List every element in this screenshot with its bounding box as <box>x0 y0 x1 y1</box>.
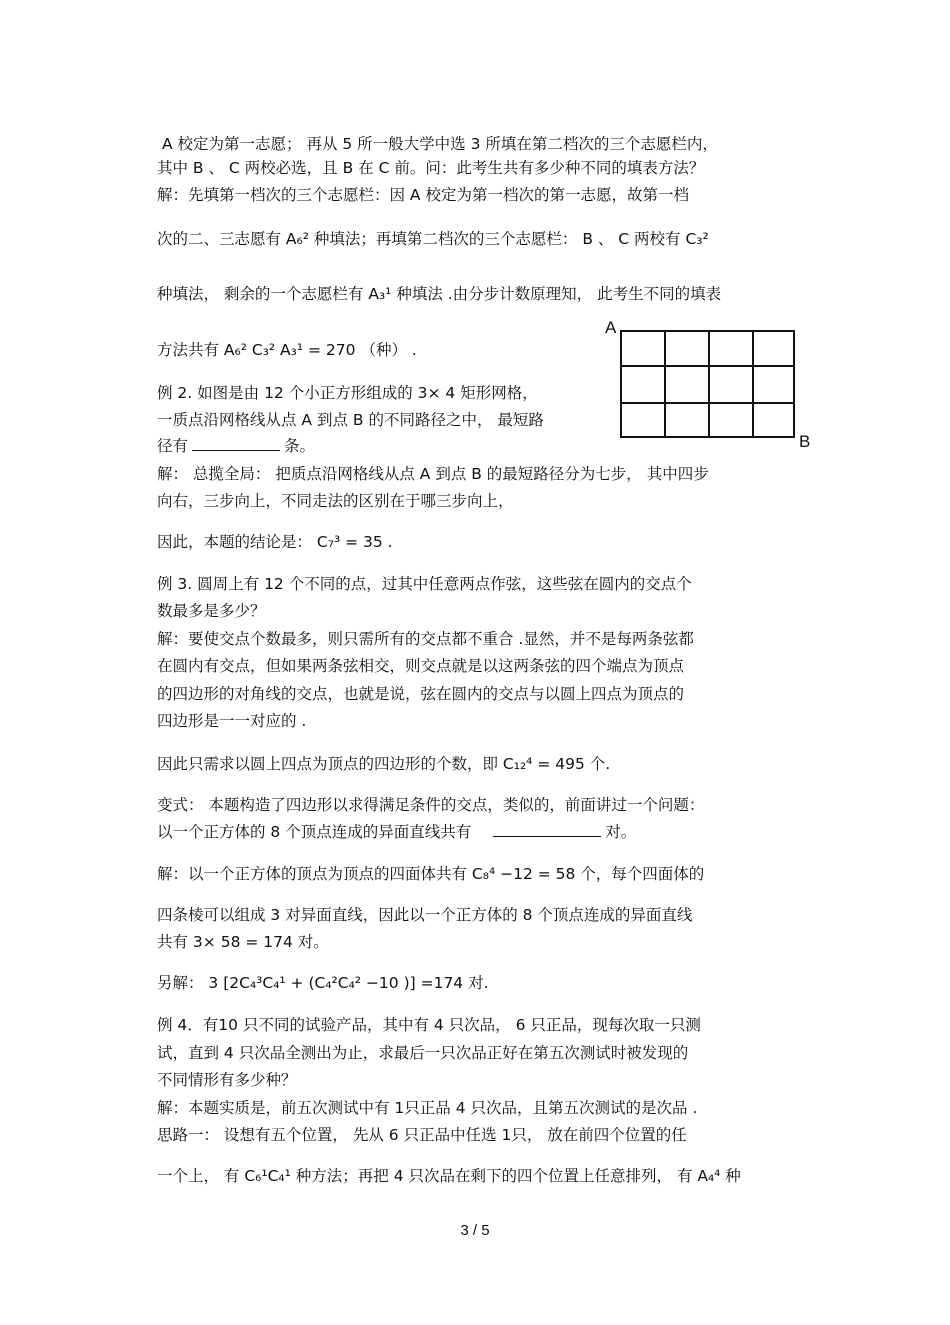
text-line-19: 因此只需求以圆上四点为顶点的四边形的个数，即 C₁₂⁴ = 495 个. <box>157 755 611 773</box>
text-line-8: 一质点沿网格线从点 A 到点 B 的不同路径之中， 最短路 <box>157 411 544 429</box>
text-line-22: 解：以一个正方体的顶点为顶点的四面体共有 C₈⁴ −12 = 58 个，每个四面体的 <box>157 865 705 883</box>
grid-line-h1 <box>622 365 793 367</box>
text-line-9 <box>157 436 315 456</box>
text-line-7: 例 2. 如图是由 12 个小正方形组成的 3× 4 矩形网格， <box>157 384 538 402</box>
text-line-13: 例 3. 圆周上有 12 个不同的点，过其中任意两点作弦，这些弦在圆内的交点个 <box>157 575 692 593</box>
text-line-21 <box>157 822 636 842</box>
grid-line-v2 <box>708 332 710 436</box>
text-line-18: 四边形是一一对应的 . <box>157 712 307 730</box>
grid-line-h2 <box>622 402 793 404</box>
text-line-11: 向右，三步向上，不同走法的区别在于哪三步向上， <box>157 492 514 510</box>
text-line-21-end: 对。 <box>605 823 637 841</box>
text-line-9-start: 径有 <box>157 437 189 455</box>
text-line-3: 解：先填第一档次的三个志愿栏：因 A 校定为第一档次的第一志愿，故第一档 <box>157 186 689 204</box>
answer-blank-2 <box>493 822 601 837</box>
text-line-5: 种填法， 剩余的一个志愿栏有 A₃¹ 种填法 .由分步计数原理知， 此考生不同的填表 <box>157 285 722 303</box>
text-line-24: 共有 3× 58 = 174 对。 <box>157 933 329 951</box>
text-line-20: 变式： 本题构造了四边形以求得满足条件的交点，类似的，前面讲过一个问题： <box>157 796 705 814</box>
text-line-10: 解： 总揽全局： 把质点沿网格线从点 A 到点 B 的最短路径分为七步， 其中四步 <box>157 465 709 483</box>
text-line-30: 思路一： 设想有五个位置， 先从 6 只正品中任选 1只， 放在前四个位置的任 <box>157 1126 687 1144</box>
text-line-12: 因此，本题的结论是： C₇³ = 35 . <box>157 533 393 551</box>
text-line-9-end: 条。 <box>284 437 316 455</box>
text-line-31: 一个上， 有 C₆¹C₄¹ 种方法；再把 4 只次品在剩下的四个位置上任意排列， 有 A₄⁴ 种 <box>157 1167 741 1185</box>
answer-blank-1 <box>192 436 280 451</box>
text-line-17: 的四边形的对角线的交点，也就是说，弦在圆内的交点与以圆上四点为顶点的 <box>157 685 685 703</box>
grid-label-b: B <box>799 432 811 451</box>
text-line-14: 数最多是多少？ <box>157 602 266 620</box>
text-line-27: 试，直到 4 只次品全测出为止，求最后一只次品正好在第五次测试时被发现的 <box>157 1044 689 1062</box>
text-line-6: 方法共有 A₆² C₃² A₃¹ = 270 （种） . <box>157 341 417 359</box>
grid-line-v3 <box>752 332 754 436</box>
text-line-21-start: 以一个正方体的 8 个顶点连成的异面直线共有 <box>157 823 472 841</box>
text-line-16: 在圆内有交点，但如果两条弦相交，则交点就是以这两条弦的四个端点为顶点 <box>157 657 685 675</box>
text-line-23: 四条棱可以组成 3 对异面直线，因此以一个正方体的 8 个顶点连成的异面直线 <box>157 906 693 924</box>
grid-figure <box>620 330 795 438</box>
grid-label-a: A <box>605 318 617 337</box>
text-line-29: 解：本题实质是，前五次测试中有 1只正品 4 只次品，且第五次测试的是次品 . <box>157 1099 698 1117</box>
page-number: 3 / 5 <box>460 1222 490 1239</box>
text-line-26: 例 4．有10 只不同的试验产品，其中有 4 只次品， 6 只正品，现每次取一只测 <box>157 1016 701 1034</box>
text-line-1: A 校定为第一志愿； 再从 5 所一般大学中选 3 所填在第二档次的三个志愿栏内， <box>162 135 718 153</box>
text-line-4: 次的二、三志愿有 A₆² 种填法；再填第二档次的三个志愿栏： B 、 C 两校有 C₃² <box>157 230 709 248</box>
text-line-25: 另解： 3 [2C₄³C₄¹ + (C₄²C₄² −10 )] =174 对. <box>157 974 489 992</box>
text-line-2: 其中 B 、 C 两校必选，且 B 在 C 前。问：此考生共有多少种不同的填表方法？ <box>157 159 705 177</box>
text-line-28: 不同情形有多少种？ <box>157 1071 297 1089</box>
text-line-15: 解：要使交点个数最多，则只需所有的交点都不重合 .显然，并不是每两条弦都 <box>157 630 694 648</box>
grid-line-v1 <box>664 332 666 436</box>
